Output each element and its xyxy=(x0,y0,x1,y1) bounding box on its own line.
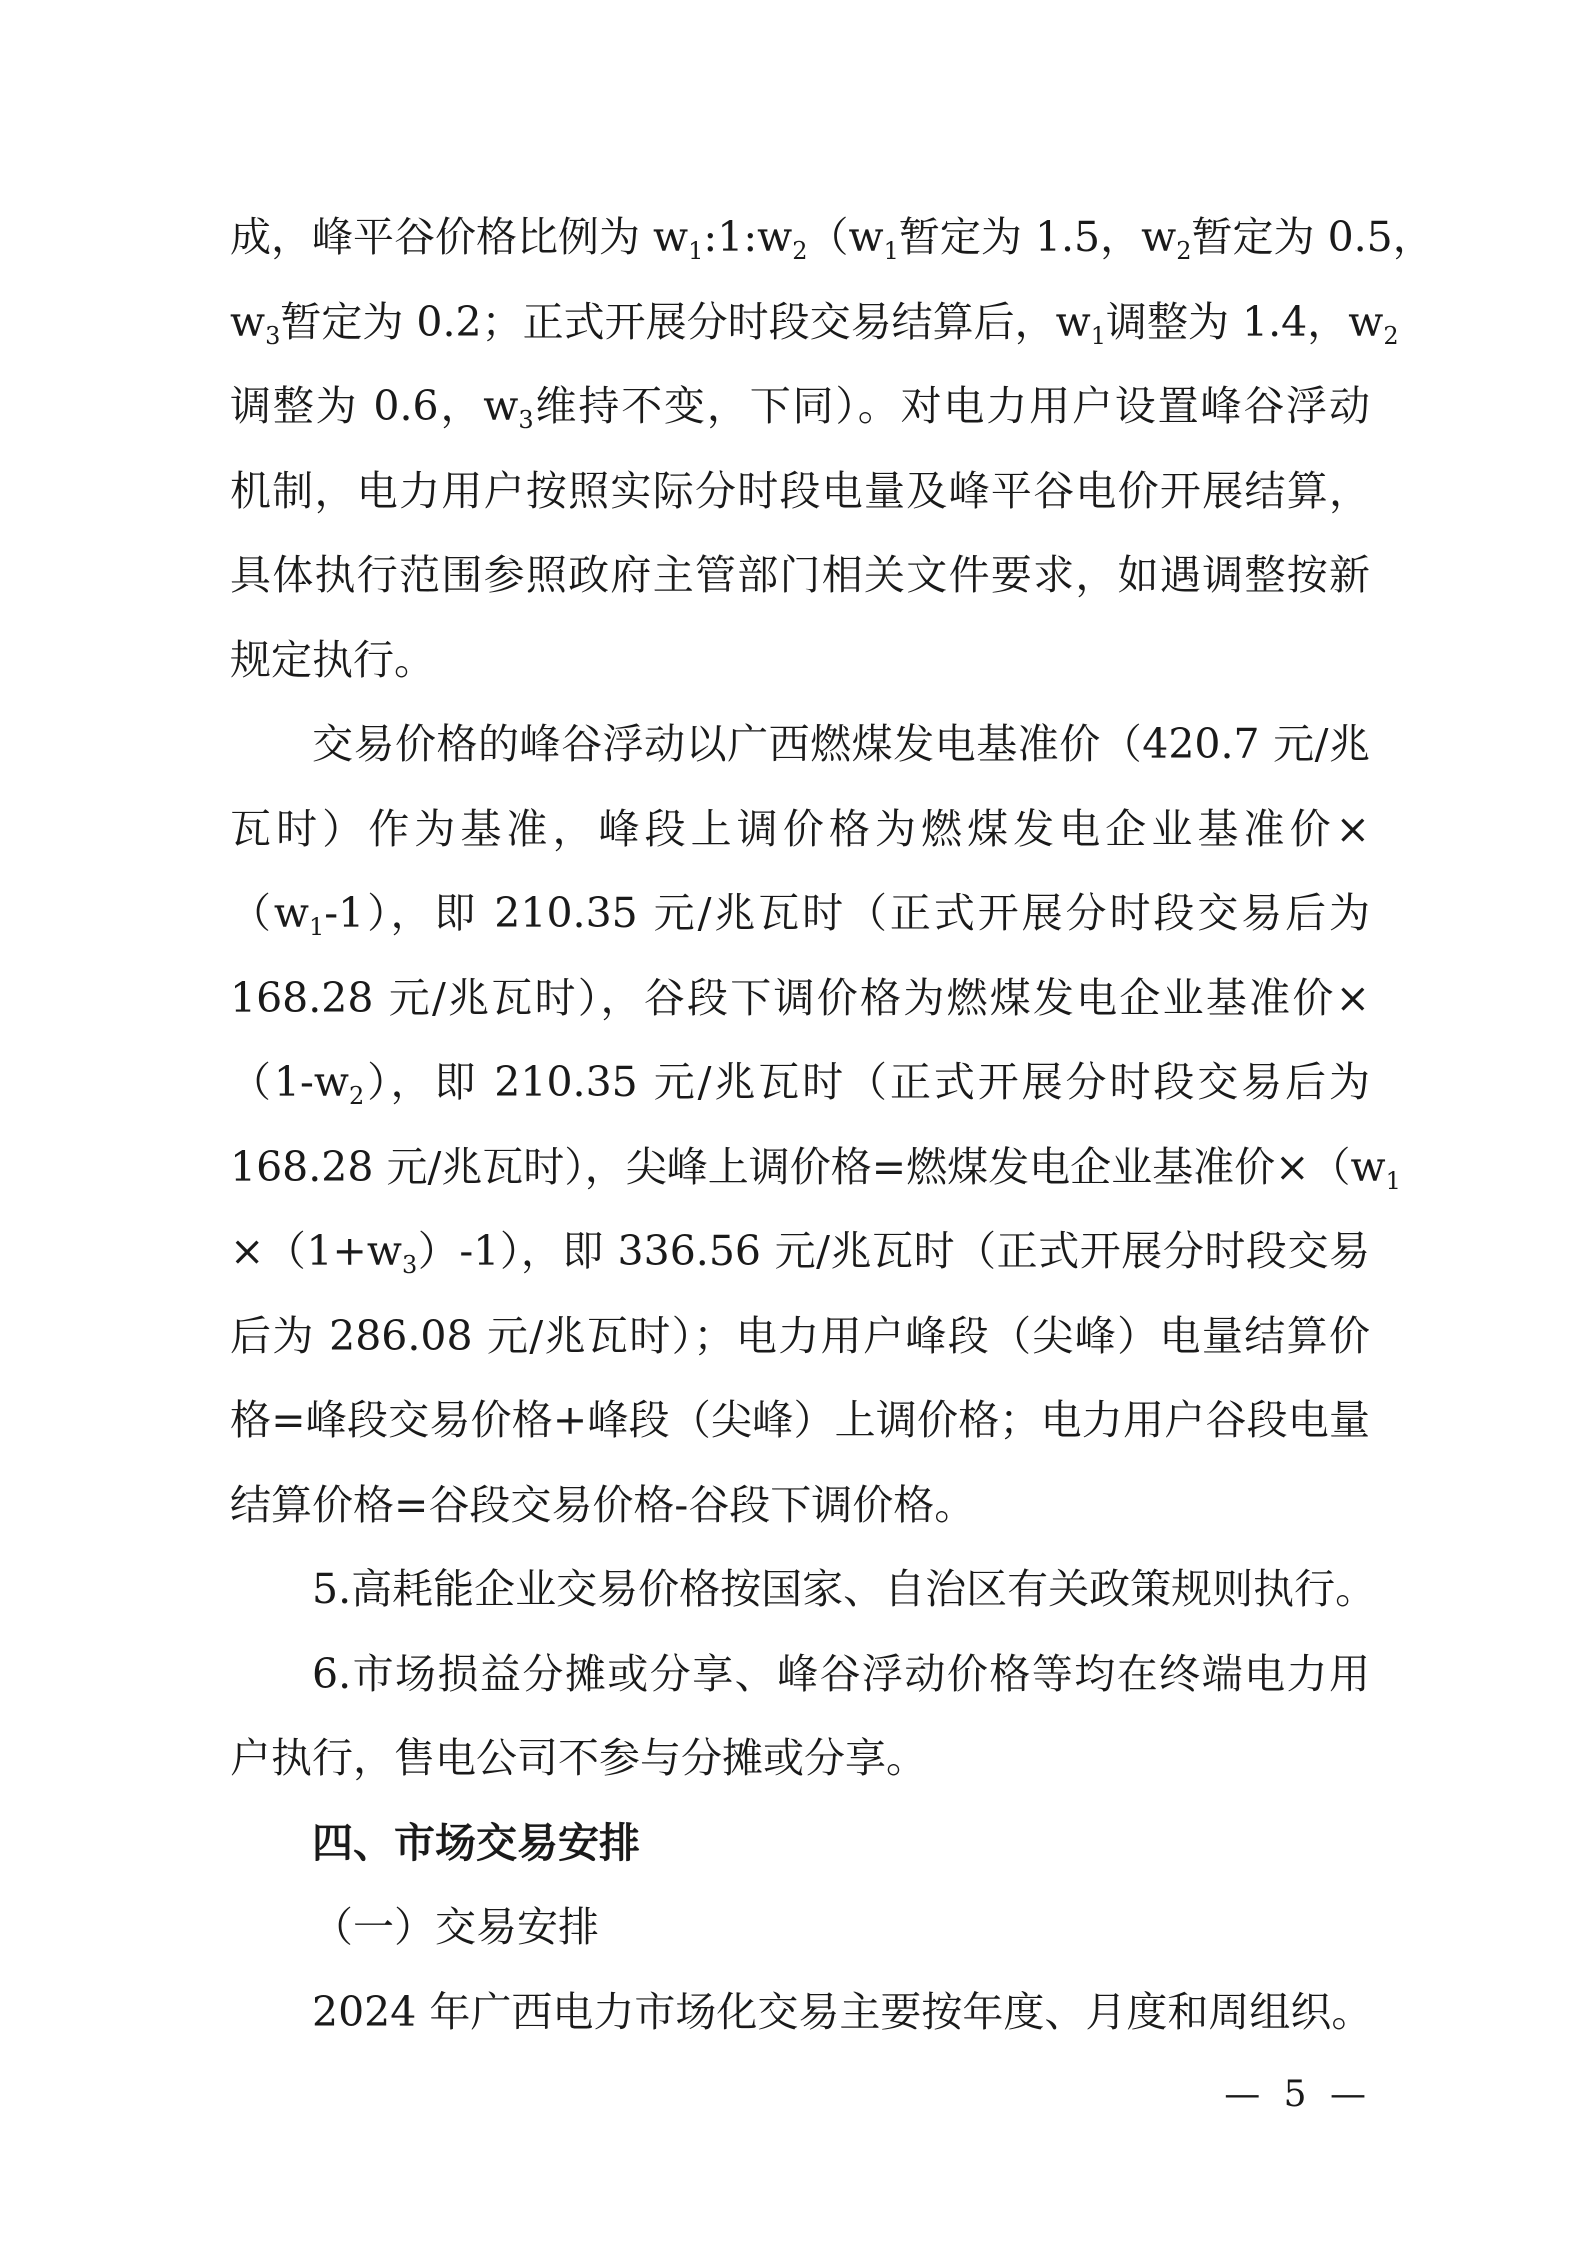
text-line: 格=峰段交易价格+峰段（尖峰）上调价格；电力用户谷段电量 xyxy=(230,1396,1370,1444)
text-line: 168.28 元/兆瓦时），谷段下调价格为燃煤发电企业基准价× xyxy=(230,973,1370,1022)
page-number: — 5 — xyxy=(1224,2074,1372,2115)
text-line: 调整为 0.6，$w_3$维持不变，下同）。对电力用户设置峰谷浮动 xyxy=(230,382,1370,434)
paragraph-price-floating xyxy=(230,702,1401,1547)
text-line: 结算价格=谷段交易价格-谷段下调价格。 xyxy=(230,1480,976,1529)
text-line: 交易价格的峰谷浮动以广西燃煤发电基准价（420.7 元/兆 xyxy=(312,720,1370,768)
text-line: $(w_1-1)$，即 210.35 元/兆瓦时（正式开展分时段交易后为 xyxy=(230,889,1370,941)
subsection-heading: （一）交易安排 xyxy=(312,1903,599,1951)
text-line: 机制，电力用户按照实际分时段电量及峰平谷电价开展结算， xyxy=(230,466,1370,515)
text-line: 后为 286.08 元/兆瓦时）；电力用户峰段（尖峰）电量结算价 xyxy=(230,1311,1370,1360)
paragraph-high-energy-enterprises xyxy=(230,1547,1377,1632)
text-line: $w_3$暂定为 0.2；正式开展分时段交易结算后，$w_1$调整为 1.4，$w_2$ xyxy=(230,297,1399,350)
text-line: 具体执行范围参照政府主管部门相关文件要求，如遇调整按新 xyxy=(230,551,1370,599)
paragraph-profit-loss-sharing xyxy=(230,1632,1370,1801)
paragraph-peak-valley-ratio xyxy=(230,195,1434,702)
text-line: 规定执行。 xyxy=(230,635,435,684)
text-line: 瓦时）作为基准，峰段上调价格为燃煤发电企业基准价× xyxy=(230,804,1370,853)
text-line: 168.28 元/兆瓦时），尖峰上调价格=燃煤发电企业基准价$\times(w_1$ xyxy=(230,1142,1401,1195)
document-body xyxy=(230,195,1434,2054)
text-line: 2024 年广西电力市场化交易主要按年度、月度和周组织。 xyxy=(312,1987,1373,2036)
paragraph-trading-schedule xyxy=(230,1970,1373,2055)
text-line: 6.市场损益分摊或分享、峰谷浮动价格等均在终端电力用 xyxy=(312,1649,1370,1698)
text-line: 5.高耗能企业交易价格按国家、自治区有关政策规则执行。 xyxy=(312,1565,1377,1613)
text-line: $\times(1+w_3)-1$），即 336.56 元/兆瓦时（正式开展分时段交易 xyxy=(230,1227,1371,1279)
text-line: 户执行，售电公司不参与分摊或分享。 xyxy=(230,1734,927,1782)
section-heading: 四、市场交易安排 xyxy=(312,1818,640,1867)
text-line: 成，峰平谷价格比例为 $w_1:1:w_2(w_1$暂定为 1.5，$w_2$暂定为 0.5， xyxy=(230,213,1434,265)
text-line: $(1-w_2)$，即 210.35 元/兆瓦时（正式开展分时段交易后为 xyxy=(230,1058,1370,1110)
